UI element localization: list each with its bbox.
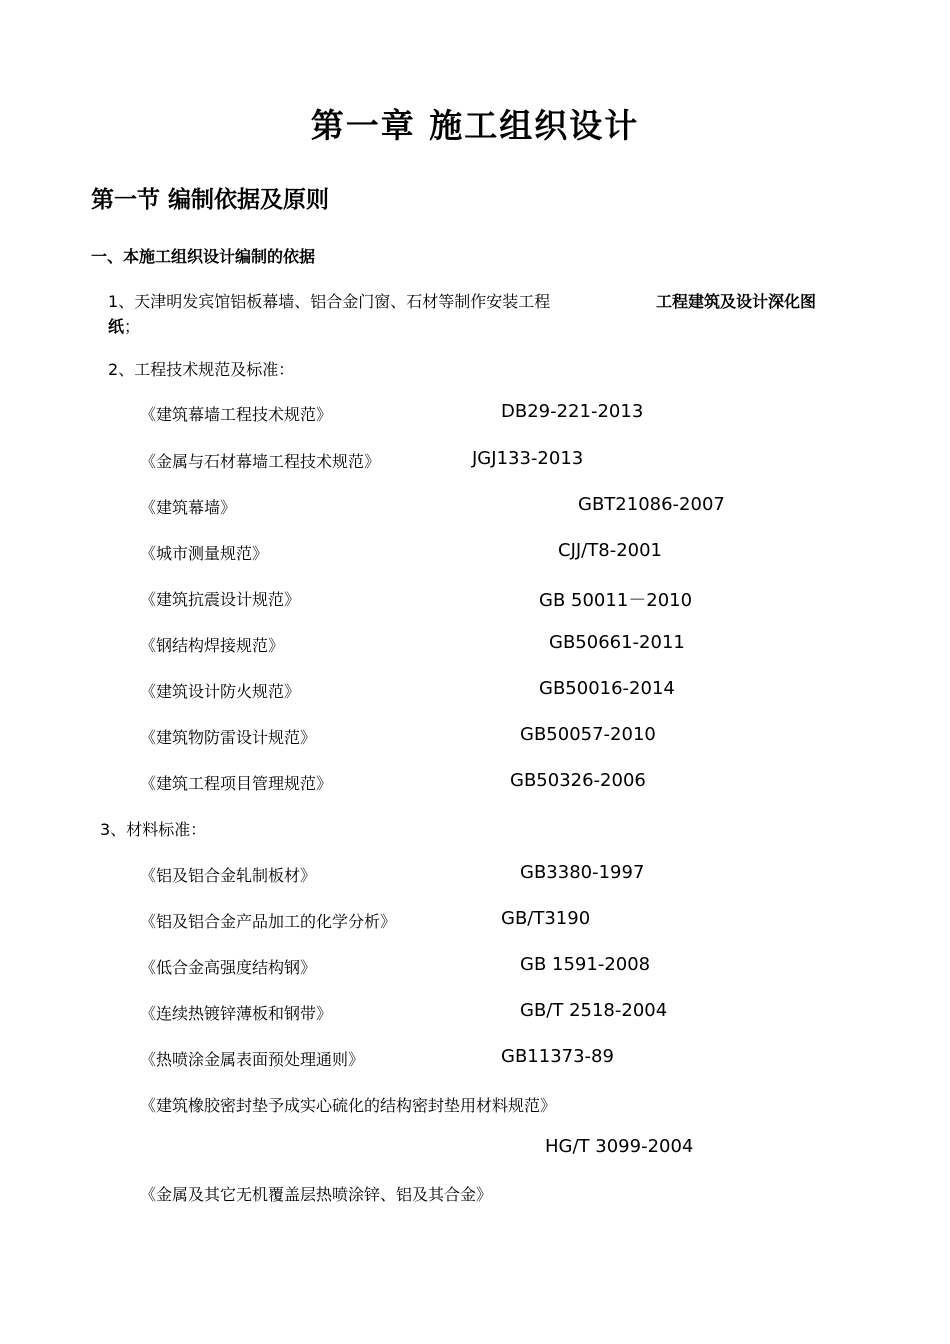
item-1-end-punct: ；: [124, 317, 141, 336]
material-standard-code: GB3380-1997: [520, 862, 645, 883]
tech-standard-name: 《建筑工程项目管理规范》: [140, 774, 333, 793]
material-standard-code: GB/T 2518-2004: [520, 1000, 668, 1021]
tech-standard-code: GBT21086-2007: [578, 494, 725, 515]
item-1-line-1: [108, 289, 550, 312]
chapter-title: 第一章 施工组织设计: [310, 106, 640, 145]
tech-standard-code: GB 50011－2010: [539, 590, 693, 611]
item-2-number: 2: [108, 360, 119, 379]
tech-standard-name: 《建筑幕墙工程技术规范》: [140, 405, 333, 424]
item-1-text: 、天津明发宾馆铝板幕墙、铝合金门窗、石材等制作安装工程: [118, 292, 551, 311]
material-standard-name: 《建筑橡胶密封垫予成实心硫化的结构密封垫用材料规范》: [140, 1096, 557, 1115]
material-standard-code: GB11373-89: [501, 1046, 614, 1067]
section-title: 第一节 编制依据及原则: [91, 187, 330, 213]
material-standard-code: GB/T3190: [501, 908, 591, 929]
item-1-bold-text: 工程建筑及设计深化图: [656, 292, 817, 311]
tech-standard-code: DB29-221-2013: [501, 401, 644, 422]
tech-standard-name: 《建筑幕墙》: [140, 498, 237, 517]
material-standard-name: 《铝及铝合金产品加工的化学分析》: [140, 912, 397, 931]
item-3-number: 3: [100, 820, 111, 839]
material-standard-name: 《铝及铝合金轧制板材》: [140, 866, 317, 885]
tech-standard-name: 《建筑抗震设计规范》: [140, 590, 301, 609]
item-3-heading: [100, 817, 206, 840]
material-standard-code: HG/T 3099-2004: [545, 1136, 694, 1157]
material-standard-name: 《热喷涂金属表面预处理通则》: [140, 1050, 365, 1069]
material-standard-name: 《金属及其它无机覆盖层热喷涂锌、铝及其合金》: [140, 1185, 493, 1204]
tech-standard-name: 《钢结构焊接规范》: [140, 636, 285, 655]
item-1-line-2: [108, 314, 140, 337]
item-1-continuation: 纸: [108, 317, 125, 336]
item-1-number: 1: [108, 292, 119, 311]
material-standard-code: GB 1591-2008: [520, 954, 651, 975]
tech-standard-name: 《城市测量规范》: [140, 544, 269, 563]
tech-standard-name: 《金属与石材幕墙工程技术规范》: [140, 452, 381, 471]
item-2-heading-text: 、工程技术规范及标准：: [118, 360, 295, 379]
tech-standard-code: GB50016-2014: [539, 678, 675, 699]
tech-standard-code: GB50057-2010: [520, 724, 656, 745]
tech-standard-name: 《建筑物防雷设计规范》: [140, 728, 317, 747]
material-standard-name: 《低合金高强度结构钢》: [140, 958, 317, 977]
material-standard-name: 《连续热镀锌薄板和钢带》: [140, 1004, 333, 1023]
tech-standard-code: GB50326-2006: [510, 770, 646, 791]
tech-standard-code: GB50661-2011: [549, 632, 685, 653]
subsection-title: 一、本施工组织设计编制的依据: [91, 247, 316, 266]
item-2-heading: [108, 357, 294, 380]
tech-standard-code: CJJ/T8-2001: [558, 540, 663, 561]
tech-standard-name: 《建筑设计防火规范》: [140, 682, 301, 701]
tech-standard-code: JGJ133-2013: [472, 448, 584, 469]
item-3-heading-text: 、材料标准：: [110, 820, 207, 839]
